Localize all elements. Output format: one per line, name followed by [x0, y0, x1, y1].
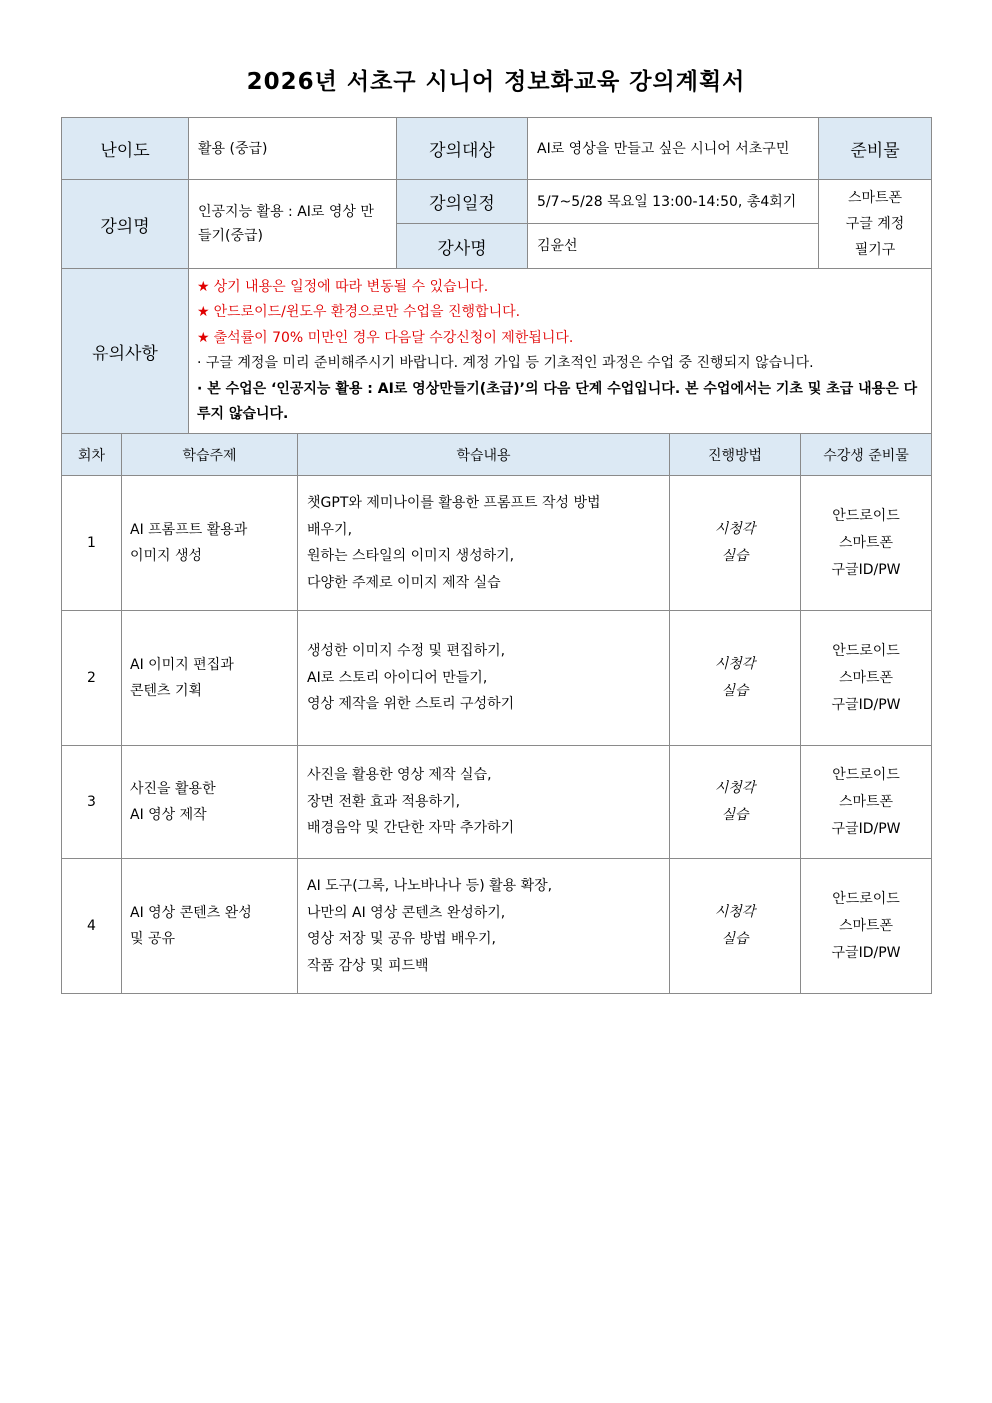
- session-method: 시청각 실습: [670, 611, 801, 746]
- star-icon: ★: [197, 304, 210, 320]
- col-header-content: 학습내용: [298, 434, 670, 476]
- session-number: 4: [62, 859, 122, 994]
- session-number: 1: [62, 476, 122, 611]
- notes-content: [189, 269, 932, 434]
- col-header-method: 진행방법: [670, 434, 801, 476]
- session-content: 사진을 활용한 영상 제작 실습, 장면 전환 효과 적용하기, 배경음악 및 간단한 자막 추가하기: [298, 746, 670, 859]
- col-header-materials: 수강생 준비물: [801, 434, 932, 476]
- session-topic: 사진을 활용한 AI 영상 제작: [122, 746, 298, 859]
- instructor-value: 김윤선: [528, 224, 819, 269]
- instructor-label: 강사명: [397, 224, 528, 269]
- note-bullet-bold: · 본 수업은 ‘인공지능 활용 : AI로 영상만들기(초급)’의 다음 단계 수업입니다. 본 수업에서는 기초 및 초급 내용은 다루지 않습니다.: [197, 380, 918, 422]
- session-number: 2: [62, 611, 122, 746]
- session-topic: AI 영상 콘텐츠 완성 및 공유: [122, 859, 298, 994]
- session-content: 생성한 이미지 수정 및 편집하기, AI로 스토리 아이디어 만들기, 영상 제작을 위한 스토리 구성하기: [298, 611, 670, 746]
- note-warning: ★ 출석률이 70% 미만인 경우 다음달 수강신청이 제한됩니다.: [197, 329, 574, 346]
- table-row: [62, 859, 932, 994]
- page-title: 2026년 서초구 시니어 정보화교육 강의계획서: [246, 69, 746, 95]
- col-header-topic: 학습주제: [122, 434, 298, 476]
- course-info-table: [61, 117, 932, 434]
- materials-list: [819, 180, 932, 269]
- session-materials: 안드로이드 스마트폰 구글ID/PW: [801, 859, 932, 994]
- session-content: AI 도구(그록, 나노바나나 등) 활용 확장, 나만의 AI 영상 콘텐츠 완성하기, 영상 저장 및 공유 방법 배우기, 작품 감상 및 피드백: [298, 859, 670, 994]
- session-method: 시청각 실습: [670, 476, 801, 611]
- session-materials: 안드로이드 스마트폰 구글ID/PW: [801, 611, 932, 746]
- lesson-schedule-table: [61, 433, 932, 994]
- session-number: 3: [62, 746, 122, 859]
- session-method: 시청각 실습: [670, 859, 801, 994]
- star-icon: ★: [197, 329, 210, 346]
- level-value: 활용 (중급): [189, 118, 397, 180]
- star-icon: ★: [197, 278, 210, 295]
- target-label: 강의대상: [397, 118, 528, 180]
- course-name-value: 인공지능 활용 : AI로 영상 만들기(중급): [189, 180, 397, 269]
- target-value: AI로 영상을 만들고 싶은 시니어 서초구민: [528, 118, 819, 180]
- note-warning: ★ 안드로이드/윈도우 환경으로만 수업을 진행합니다.: [197, 304, 521, 320]
- course-name-label: 강의명: [62, 180, 189, 269]
- materials-item: 구글 계정: [845, 216, 905, 232]
- materials-label: 준비물: [819, 118, 932, 180]
- materials-item: 필기구: [854, 242, 896, 258]
- session-topic: AI 프롬프트 활용과 이미지 생성: [122, 476, 298, 611]
- level-label: 난이도: [62, 118, 189, 180]
- materials-item: 스마트폰: [847, 190, 903, 206]
- schedule-value: 5/7~5/28 목요일 13:00-14:50, 총4회기: [528, 180, 819, 224]
- note-bullet: · 구글 계정을 미리 준비해주시기 바랍니다. 계정 가입 등 기초적인 과정은 수업 중 진행되지 않습니다.: [197, 355, 814, 371]
- note-warning: ★ 상기 내용은 일정에 따라 변동될 수 있습니다.: [197, 278, 489, 295]
- session-method: 시청각 실습: [670, 746, 801, 859]
- table-row: [62, 611, 932, 746]
- session-materials: 안드로이드 스마트폰 구글ID/PW: [801, 746, 932, 859]
- session-topic: AI 이미지 편집과 콘텐츠 기획: [122, 611, 298, 746]
- col-header-session: 회차: [62, 434, 122, 476]
- notes-label: 유의사항: [62, 269, 189, 434]
- schedule-label: 강의일정: [397, 180, 528, 224]
- session-content: 챗GPT와 제미나이를 활용한 프롬프트 작성 방법 배우기, 원하는 스타일의 이미지 생성하기, 다양한 주제로 이미지 제작 실습: [298, 476, 670, 611]
- table-row: [62, 746, 932, 859]
- session-materials: 안드로이드 스마트폰 구글ID/PW: [801, 476, 932, 611]
- table-row: [62, 476, 932, 611]
